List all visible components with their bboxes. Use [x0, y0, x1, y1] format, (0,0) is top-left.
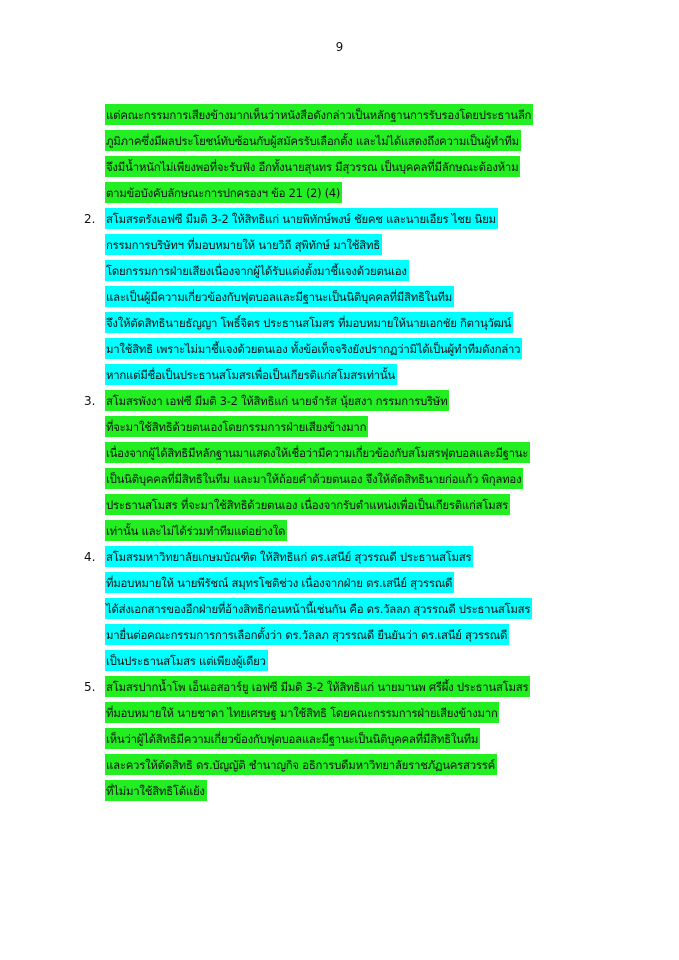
text-line	[105, 676, 624, 702]
highlighted-text: และควรให้ตัดสิทธิ ดร.บัญญัติ ชำนาญกิจ อธิการบดีมหาวิทยาลัยราชภัฏนครสวรรค์	[105, 754, 497, 775]
text-line	[105, 442, 624, 468]
highlighted-text: ที่จะมาใช้สิทธิด้วยตนเองโดยกรรมการฝ่ายเสียงข้างมาก	[105, 416, 368, 437]
highlighted-text: ที่มอบหมายให้ นายพีรัชณ์ สมุทรโชติช่วง เนื่องจากฝ่าย ดร.เสนีย์ สุวรรณดี	[105, 572, 454, 593]
highlighted-text: โดยกรรมการฝ่ายเสียงเนื่องจากผู้ได้รับแต่งตั้งมาชี้แจงด้วยตนเอง	[105, 260, 409, 281]
highlighted-text: ตามข้อบังคับลักษณะการปกครองฯ ข้อ 21 (2) (4)	[105, 182, 342, 203]
document-body	[84, 104, 624, 806]
highlighted-text: และเป็นผู้มีความเกี่ยวข้องกับฟุตบอลและมีฐานะเป็นนิติบุคคลที่มีสิทธิในทีม	[105, 286, 454, 307]
list-item-5	[84, 676, 624, 806]
highlighted-text: ที่มอบหมายให้ นายชาดา ไทยเศรษฐ มาใช้สิทธิ โดยคณะกรรมการฝ่ายเสียงข้างมาก	[105, 702, 499, 723]
highlighted-text: กรรมการบริษัทฯ ที่มอบหมายให้ นายวิถี สุพิทักษ์ มาใช้สิทธิ	[105, 234, 382, 255]
text-line	[105, 780, 624, 806]
highlighted-text: จึงมีน้ำหนักไม่เพียงพอที่จะรับฟัง อีกทั้งนายสุนทร มีสุวรรณ เป็นบุคคลที่มีลักษณะต้องห้าม	[105, 156, 520, 177]
text-line	[105, 338, 624, 364]
highlighted-text: สโมสรมหาวิทยาลัยเกษมบัณฑิต ให้สิทธิแก่ ดร.เสนีย์ สุวรรณดี ประธานสโมสร	[105, 546, 473, 567]
highlighted-text: เห็นว่าผู้ได้สิทธิมีความเกี่ยวข้องกับฟุตบอลและมีฐานะเป็นนิติบุคคลที่มีสิทธิในทีม	[105, 728, 480, 749]
highlighted-text: ได้ส่งเอกสารของอีกฝ่ายที่อ้างสิทธิก่อนหน้านี้เช่นกัน คือ ดร.วัลลภ สุวรรณดี ประธานสโมสร	[105, 598, 532, 619]
highlighted-text: เป็นนิติบุคคลที่มีสิทธิในทีม และมาให้ถ้อยคำด้วยตนเอง จึงให้ตัดสิทธินายก่อแก้ว พิกุลทอง	[105, 468, 523, 489]
list-number: 4.	[84, 550, 96, 564]
text-line	[105, 728, 624, 754]
text-line	[105, 208, 624, 234]
highlighted-text: สโมสรตรังเอฟซี มีมติ 3-2 ให้สิทธิแก่ นายพิทักษ์พงษ์ ชัยคช และนายเอียร ไชย นิยม	[105, 208, 498, 229]
highlighted-text: สโมสรปากน้ำโพ เอ็นเอสอาร์ยู เอฟซี มีมติ 3-2 ให้สิทธิแก่ นายมานพ ศรีผึ้ง ประธานสโมสร	[105, 676, 530, 697]
text-line	[105, 468, 624, 494]
text-line	[105, 546, 624, 572]
highlighted-text: มาใช้สิทธิ เพราะไม่มาชี้แจงด้วยตนเอง ทั้งข้อเท็จจริงยังปรากฏว่ามิได้เป็นผู้ทำทีมดังกล่าว	[105, 338, 522, 359]
list-number: 5.	[84, 680, 96, 694]
text-line	[105, 364, 624, 390]
text-line	[105, 754, 624, 780]
text-line	[105, 650, 624, 676]
highlighted-text: ที่ไม่มาใช้สิทธิโต้แย้ง	[105, 780, 207, 801]
list-item-4	[84, 546, 624, 676]
highlighted-text: หากแต่มีชื่อเป็นประธานสโมสรเพื่อเป็นเกียรติแก่สโมสรเท่านั้น	[105, 364, 397, 385]
text-line	[105, 598, 624, 624]
highlighted-text: แต่คณะกรรมการเสียงข้างมากเห็นว่าหนังสือดังกล่าวเป็นหลักฐานการรับรองโดยประธานลีก	[105, 104, 533, 125]
text-line	[105, 390, 624, 416]
highlighted-text: เนื่องจากผู้ได้สิทธิมีหลักฐานมาแสดงให้เชื่อว่ามีความเกี่ยวข้องกับสโมสรฟุตบอลและมีฐานะ	[105, 442, 530, 463]
list-number: 3.	[84, 394, 96, 408]
text-line	[105, 312, 624, 338]
list-item-3	[84, 390, 624, 546]
text-line	[105, 416, 624, 442]
text-line	[105, 624, 624, 650]
list-number: 2.	[84, 212, 96, 226]
text-line	[105, 572, 624, 598]
highlighted-text: ประธานสโมสร ที่จะมาใช้สิทธิด้วยตนเอง เนื่องจากรับตำแหน่งเพื่อเป็นเกียรติแก่สโมสร	[105, 494, 510, 515]
text-line	[105, 104, 624, 130]
highlighted-text: จึงให้ตัดสิทธินายธัญญา โพธิ์จิตร ประธานสโมสร ที่มอบหมายให้นายเอกชัย กิตานุวัฒน์	[105, 312, 513, 333]
text-line	[105, 260, 624, 286]
highlighted-text: สโมสรพังงา เอฟซี มีมติ 3-2 ให้สิทธิแก่ นายจำรัส นุ้ยสงา กรรมการบริษัท	[105, 390, 449, 411]
text-line	[105, 130, 624, 156]
text-line	[105, 702, 624, 728]
text-line	[105, 182, 624, 208]
page-number: 9	[335, 40, 344, 54]
highlighted-text: เป็นประธานสโมสร แต่เพียงผู้เดียว	[105, 650, 268, 671]
text-line	[105, 520, 624, 546]
text-line	[105, 286, 624, 312]
text-line	[105, 494, 624, 520]
highlighted-text: มายื่นต่อคณะกรรมการการเลือกตั้งว่า ดร.วัลลภ สุวรรณดี ยืนยันว่า ดร.เสนีย์ สุวรรณดี	[105, 624, 509, 645]
highlighted-text: เท่านั้น และไม่ได้ร่วมทำทีมแต่อย่างใด	[105, 520, 287, 541]
highlighted-text: ภูมิภาคซึ่งมีผลประโยชน์ทับซ้อนกับผู้สมัครรับเลือกตั้ง และไม่ได้แสดงถึงความเป็นผู้ทำทีม	[105, 130, 521, 151]
list-item-2	[84, 208, 624, 390]
intro-paragraph	[84, 104, 624, 208]
text-line	[105, 156, 624, 182]
text-line	[105, 234, 624, 260]
